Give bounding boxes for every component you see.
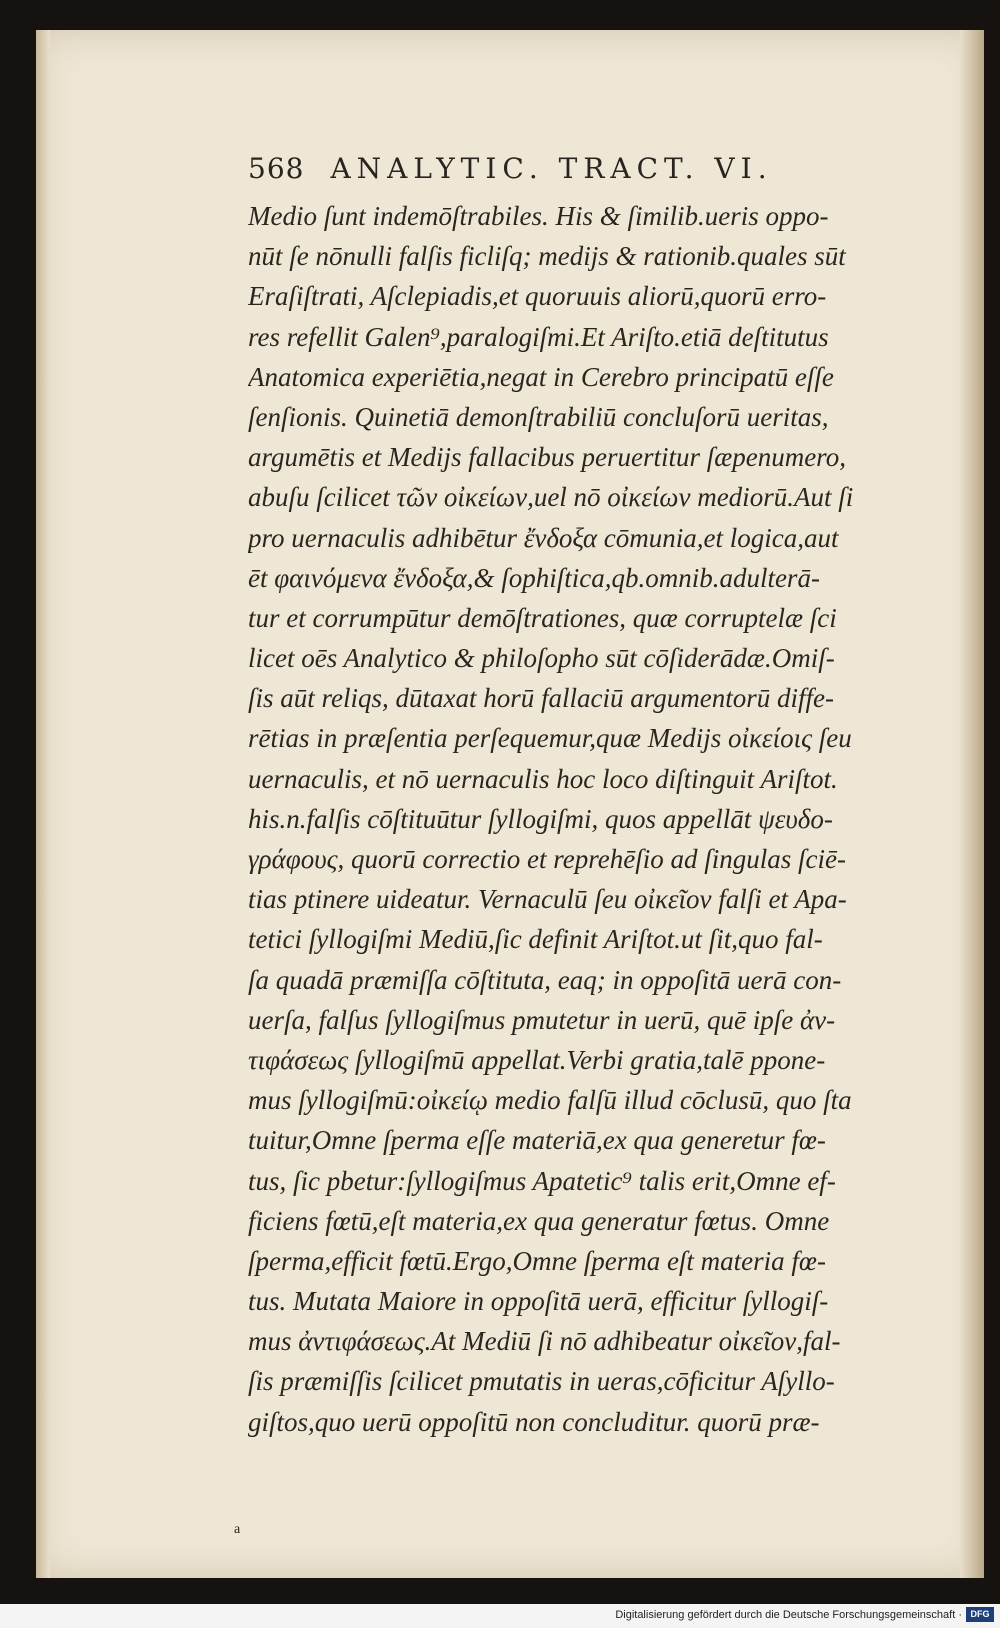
text-line: tuitur,Omne ſperma eſſe materiā,ex qua generetur fœ- [248, 1125, 826, 1156]
body-text [248, 196, 928, 1442]
text-line: abuſu ſcilicet τῶν οἰκείων,uel nō οἰκείων mediorū.Aut ſi [248, 482, 854, 513]
text-line: nūt ſe nōnulli falſis ficliſq; medijs & rationib.quales sūt [248, 241, 846, 272]
text-line: tias ptinere uideatur. Vernaculū ſeu οἰκεῖον falſi et Apa- [248, 884, 847, 915]
page-edge-right [960, 30, 984, 1578]
text-line: rētias in præſentia perſequemur,quæ Medijs οἰκείοις ſeu [248, 723, 852, 754]
text-line: uerſa, falſus ſyllogiſmus pmutetur in uerū, quē ipſe ἀν- [248, 1004, 836, 1035]
text-line: ēt φαινόμενα ἔνδοξα,& ſophiſtica,qb.omnib.adulterā- [248, 562, 820, 593]
text-line: argumētis et Medijs fallacibus peruertitur ſæpenumero, [248, 442, 846, 473]
text-line: γράφους, quorū correctio et reprehēſio ad ſingulas ſciē- [248, 844, 846, 874]
text-line: tus. Mutata Maiore in oppoſitā uerā, efficitur ſyllogiſ- [248, 1286, 829, 1317]
text-line: tur et corrumpūtur demōſtrationes, quæ corruptelæ ſci [248, 602, 837, 633]
text-line: ſenſionis. Quinetiā demonſtrabiliū concluſorū ueritas, [248, 401, 829, 432]
text-line: pro uernaculis adhibētur ἔνδοξα cōmunia,et logica,aut [248, 522, 839, 553]
text-line: uernaculis, et nō uernaculis hoc loco diſtinguit Ariſtot. [248, 763, 838, 794]
text-line: ſis præmiſſis ſcilicet pmutatis in ueras,cōficitur Aſyllo- [248, 1366, 835, 1397]
text-line: mus ἀντιφάσεως.At Mediū ſi nō adhibeatur οἰκεῖον,fal- [248, 1326, 841, 1357]
text-line: mus ſyllogiſmū:οἰκείῳ medio falſū illud cōclusū, quo ſta [248, 1085, 852, 1116]
text-line: giſtos,quo uerū oppoſitū non concluditur. quorū præ- [248, 1406, 820, 1437]
text-line: ſperma,efficit fœtū.Ergo,Omne ſperma eſt materia fœ- [248, 1245, 826, 1276]
signature-mark: a [234, 1522, 241, 1537]
text-line: his.n.falſis cōſtituūtur ſyllogiſmi, quos appellāt ψευδο- [248, 803, 833, 834]
text-line: ficiens fœtū,eſt materia,ex qua generatur fœtus. Omne [248, 1205, 830, 1236]
text-line: Anatomica experiētia,negat in Cerebro principatū eſſe [248, 361, 834, 392]
text-line: ſis aūt reliqs, dūtaxat horū fallaciū argumentorū diffe- [248, 683, 834, 714]
text-line: ſa quadā præmiſſa cōſtituta, eaq; in oppoſitā uerā con- [248, 964, 842, 995]
page-number: 568 [248, 152, 305, 185]
text-line: res refellit Galen⁹,paralogiſmi.Et Ariſto.etiā deſtitutus [248, 321, 829, 352]
text-line: Eraſiſtrati, Aſclepiadis,et quoruuis aliorū,quorū erro- [248, 281, 827, 312]
text-line: Medio ſunt indemōſtrabiles. His & ſimilib.ueris oppo- [248, 201, 829, 231]
text-line: licet oēs Analytico & philoſopho sūt cōſiderādæ.Omiſ- [248, 643, 835, 674]
running-head: ANALYTIC. TRACT. VI. [330, 152, 773, 185]
footer-credit: Digitalisierung gefördert durch die Deutsche Forschungsgemeinschaft · [615, 1609, 962, 1621]
page-gutter-left [36, 30, 50, 1578]
text-line: tus, ſic pbetur:ſyllogiſmus Apatetic⁹ talis erit,Omne ef- [248, 1165, 836, 1196]
text-line: tetici ſyllogiſmi Mediū,ſic definit Ariſtot.ut ſit,quo fal- [248, 924, 823, 955]
page-header [248, 152, 928, 196]
text-line: τιφάσεως ſyllogiſmū appellat.Verbi gratia,talē ppone- [248, 1044, 826, 1075]
dfg-logo: DFG [966, 1607, 994, 1622]
